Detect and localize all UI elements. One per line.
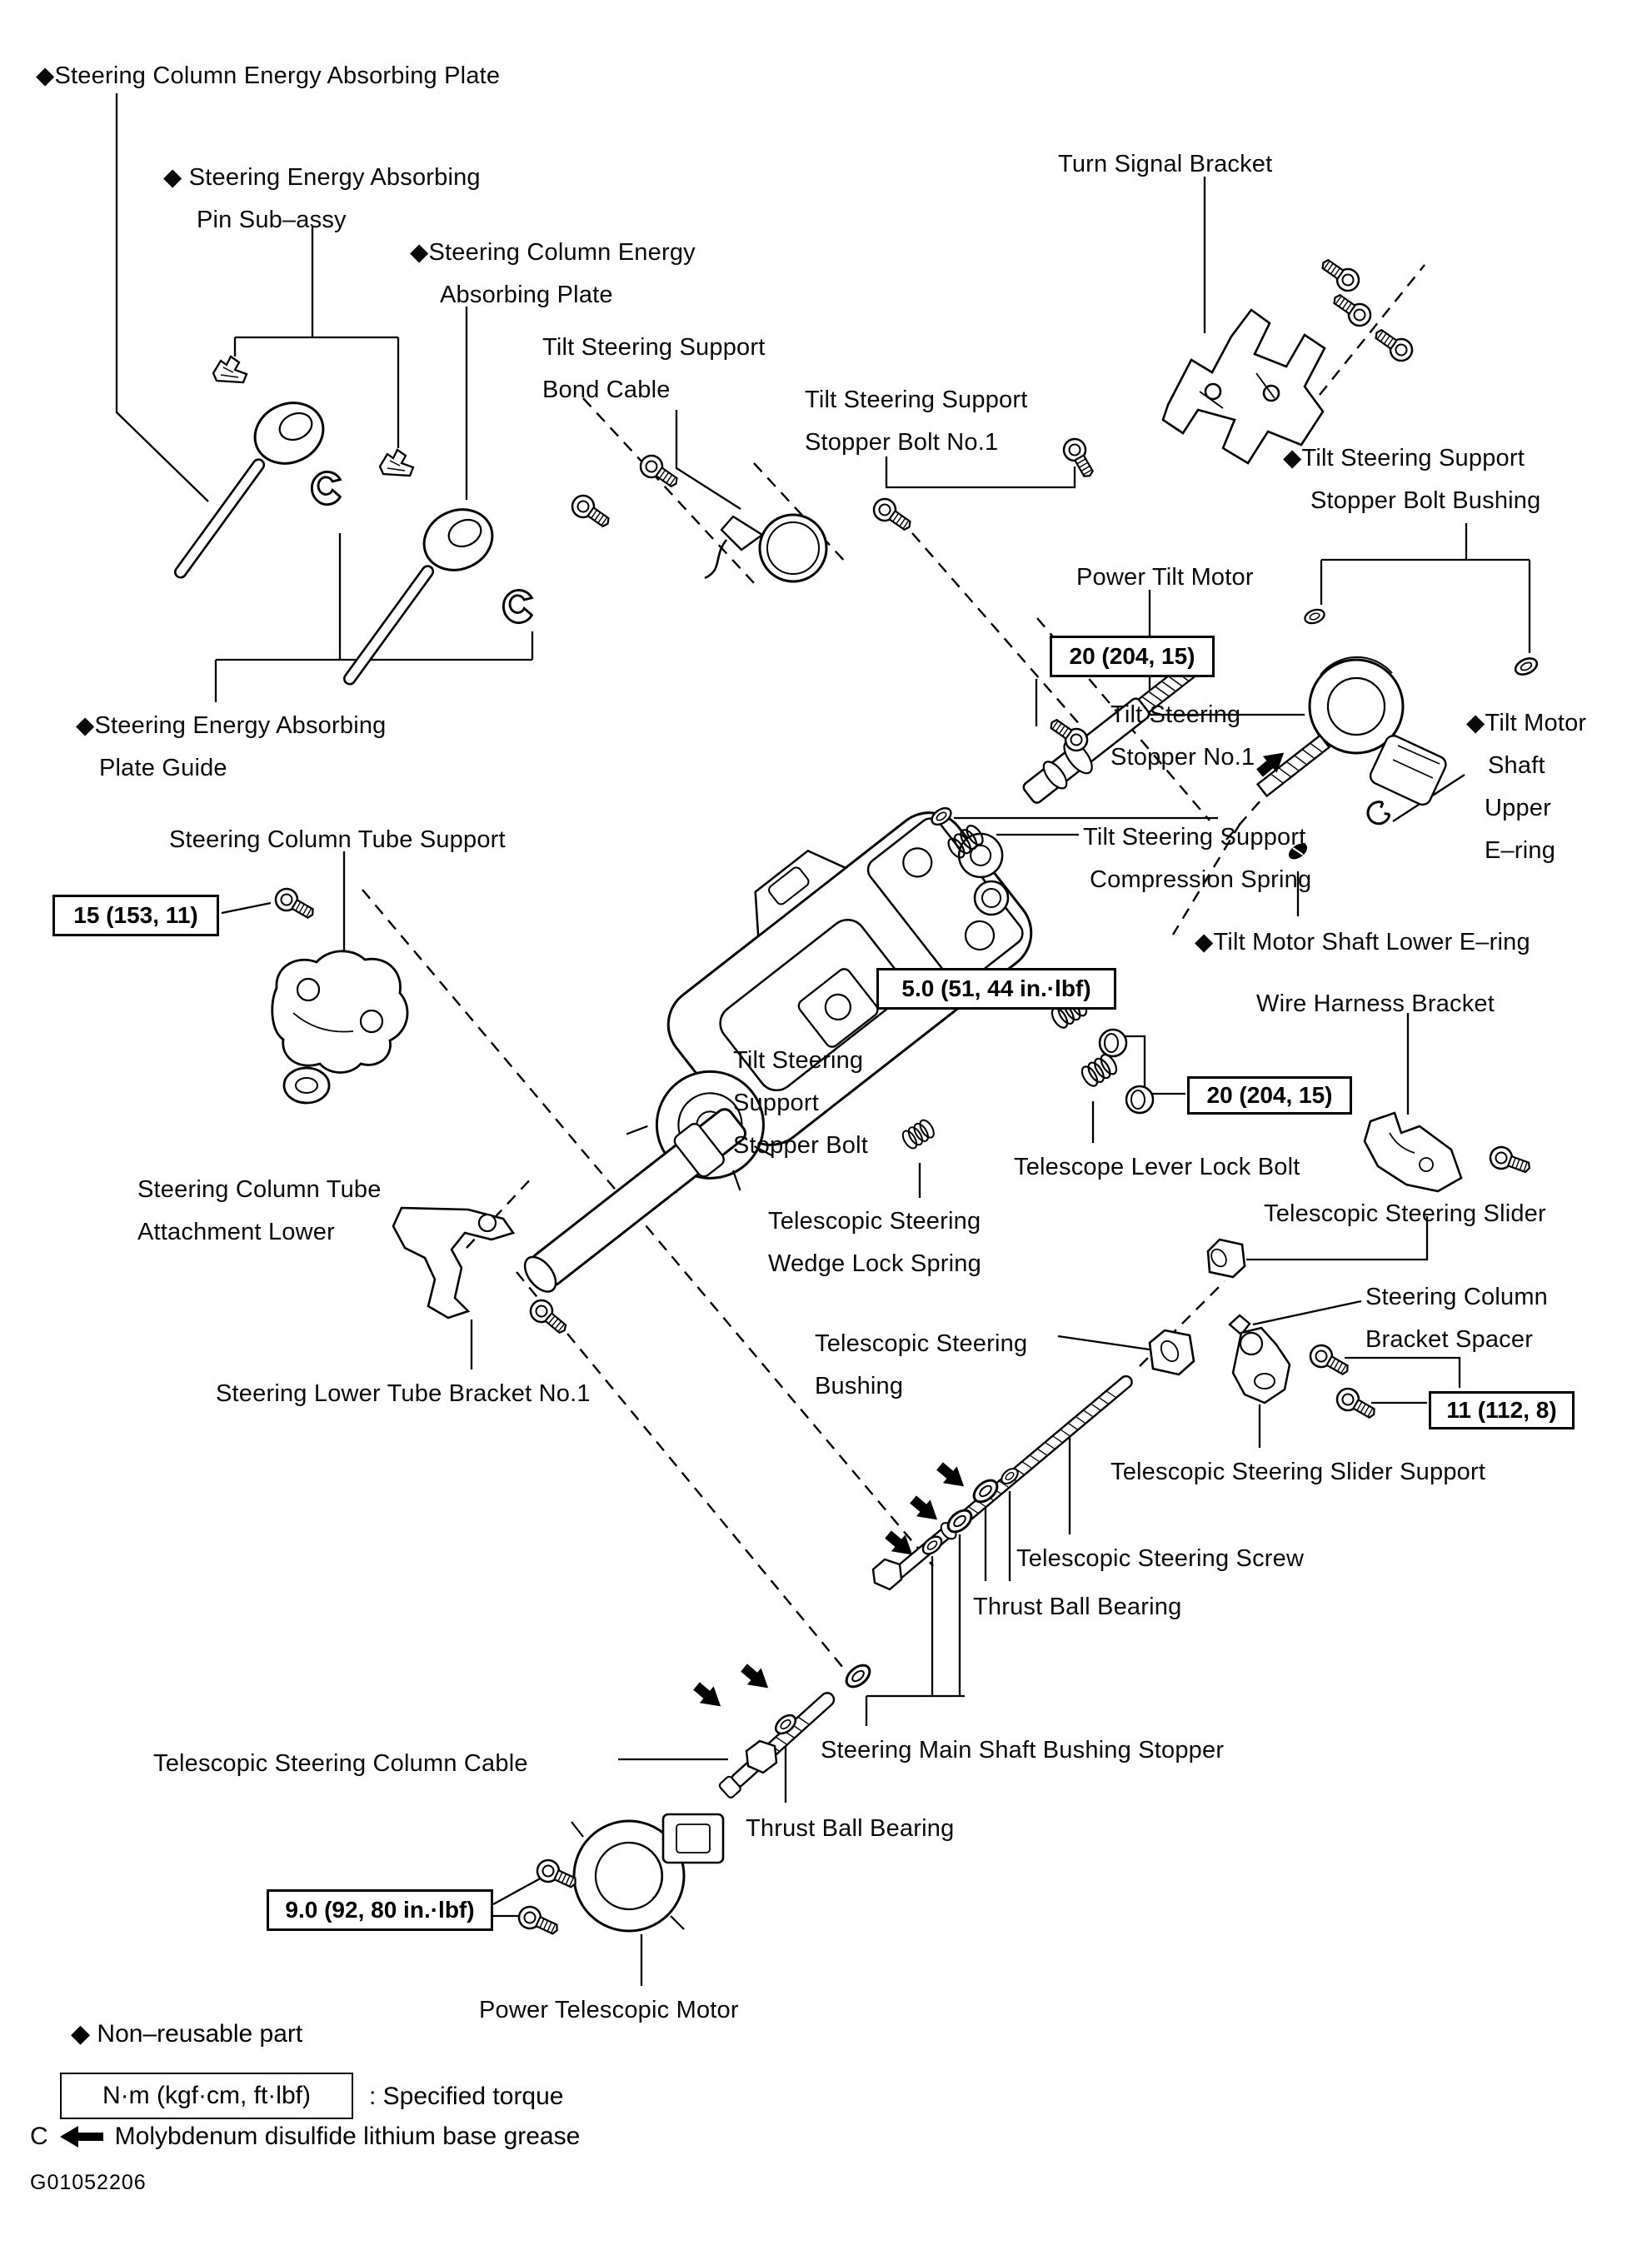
power-telescopic-motor-label: Power Telescopic Motor — [479, 1997, 739, 2023]
tilt-steering-support-bond-cable-label: Tilt Steering Support Bond Cable — [542, 334, 766, 403]
tilt-steering-support-compression-spring-label: Tilt Steering Support Compression Spring — [1083, 824, 1312, 893]
bond-cable-part — [705, 515, 826, 581]
legend-grease — [30, 2123, 580, 2151]
torque-20-telescope-spec-box: 20 (204, 15) — [1187, 1076, 1352, 1115]
telescopic-steering-slider-support-label: Telescopic Steering Slider Support — [1110, 1459, 1486, 1485]
legend-torque-box-text: N·m (kgf·cm, ft·lbf) — [102, 2082, 311, 2109]
tilt-steering-stopper-no1-label: Tilt Steering Stopper No.1 — [1110, 701, 1255, 771]
steering-column-tube-support-label: Steering Column Tube Support — [169, 826, 506, 853]
legend-torque-box — [60, 2073, 353, 2119]
turn-signal-bracket-label: Turn Signal Bracket — [1058, 151, 1273, 177]
torque-11-spec-box: 11 (112, 8) — [1429, 1391, 1575, 1429]
thrust-ball-bearing-upper-label: Thrust Ball Bearing — [973, 1594, 1182, 1620]
tilt-steering-support-stopper-bolt-no1-label: Tilt Steering Support Stopper Bolt No.1 — [805, 387, 1028, 456]
wire-harness-bracket-label: Wire Harness Bracket — [1256, 990, 1495, 1017]
torque-15-spec-box: 15 (153, 11) — [52, 895, 219, 936]
tilt-motor-shaft-upper-e-ring-label: ◆Tilt Motor Shaft Upper E–ring — [1466, 710, 1587, 864]
legend-grease-caption: Molybdenum disulfide lithium base grease — [114, 2123, 581, 2150]
telescopic-steering-wedge-lock-spring-label: Telescopic Steering Wedge Lock Spring — [768, 1208, 981, 1277]
telescopic-steering-bushing-label: Telescopic Steering Bushing — [815, 1330, 1028, 1399]
tilt-steering-support-stopper-bolt-bushing-label: ◆Tilt Steering Support Stopper Bolt Bushing — [1283, 445, 1541, 514]
steering-column-energy-absorbing-plate-1-label: ◆Steering Column Energy Absorbing Plate — [36, 62, 501, 89]
power-telescopic-motor-part — [571, 1814, 723, 1931]
grease-arrow-icon — [60, 2126, 103, 2148]
legend-grease-prefix: C — [30, 2123, 48, 2150]
thrust-ball-bearing-lower-label: Thrust Ball Bearing — [746, 1815, 955, 1842]
legend-non-reusable — [71, 2019, 302, 2048]
energy-absorbing-plates — [173, 357, 532, 686]
tilt-motor-shaft-lower-e-ring-label: ◆Tilt Motor Shaft Lower E–ring — [1195, 929, 1530, 955]
figure-code: G01052206 — [30, 2171, 147, 2194]
steering-lower-tube-bracket-no1-label: Steering Lower Tube Bracket No.1 — [216, 1380, 591, 1407]
wire-harness-bracket-part — [1365, 1113, 1461, 1191]
steering-lower-tube-bracket-part — [393, 1208, 513, 1318]
steering-column-tube-support-part — [272, 951, 407, 1103]
torque-5-spec-box: 5.0 (51, 44 in.·lbf) — [876, 968, 1116, 1010]
steering-main-shaft-bushing-stopper-label: Steering Main Shaft Bushing Stopper — [821, 1737, 1225, 1764]
torque-9-spec-box: 9.0 (92, 80 in.·lbf) — [267, 1889, 493, 1931]
steering-energy-absorbing-plate-guide-label: ◆Steering Energy Absorbing Plate Guide — [76, 712, 387, 781]
telescopic-steering-screw-label: Telescopic Steering Screw — [1016, 1545, 1305, 1572]
tilt-steering-support-stopper-bolt-label: Tilt Steering Support Stopper Bolt — [733, 1047, 868, 1159]
telescopic-steering-column-cable-label: Telescopic Steering Column Cable — [153, 1750, 528, 1777]
steering-energy-absorbing-pin-subassy-label: ◆ Steering Energy Absorbing Pin Sub–assy — [163, 164, 481, 233]
steering-column-bracket-spacer-label: Steering Column Bracket Spacer — [1365, 1284, 1548, 1353]
torque-20-stopper-spec-box: 20 (204, 15) — [1050, 636, 1215, 677]
steering-column-energy-absorbing-plate-2-label: ◆Steering Column Energy Absorbing Plate — [410, 239, 696, 308]
telescope-lever-lock-bolt-label: Telescope Lever Lock Bolt — [1014, 1154, 1300, 1180]
steering-column-tube-attachment-lower-label: Steering Column Tube Attachment Lower — [137, 1176, 382, 1245]
power-tilt-motor-part — [1258, 657, 1449, 807]
power-tilt-motor-label: Power Tilt Motor — [1076, 564, 1254, 591]
legend-torque-caption: : Specified torque — [369, 2083, 564, 2110]
legend-non-reusable-text: ◆ Non–reusable part — [71, 2020, 303, 2048]
telescopic-steering-slider-label: Telescopic Steering Slider — [1264, 1200, 1546, 1227]
